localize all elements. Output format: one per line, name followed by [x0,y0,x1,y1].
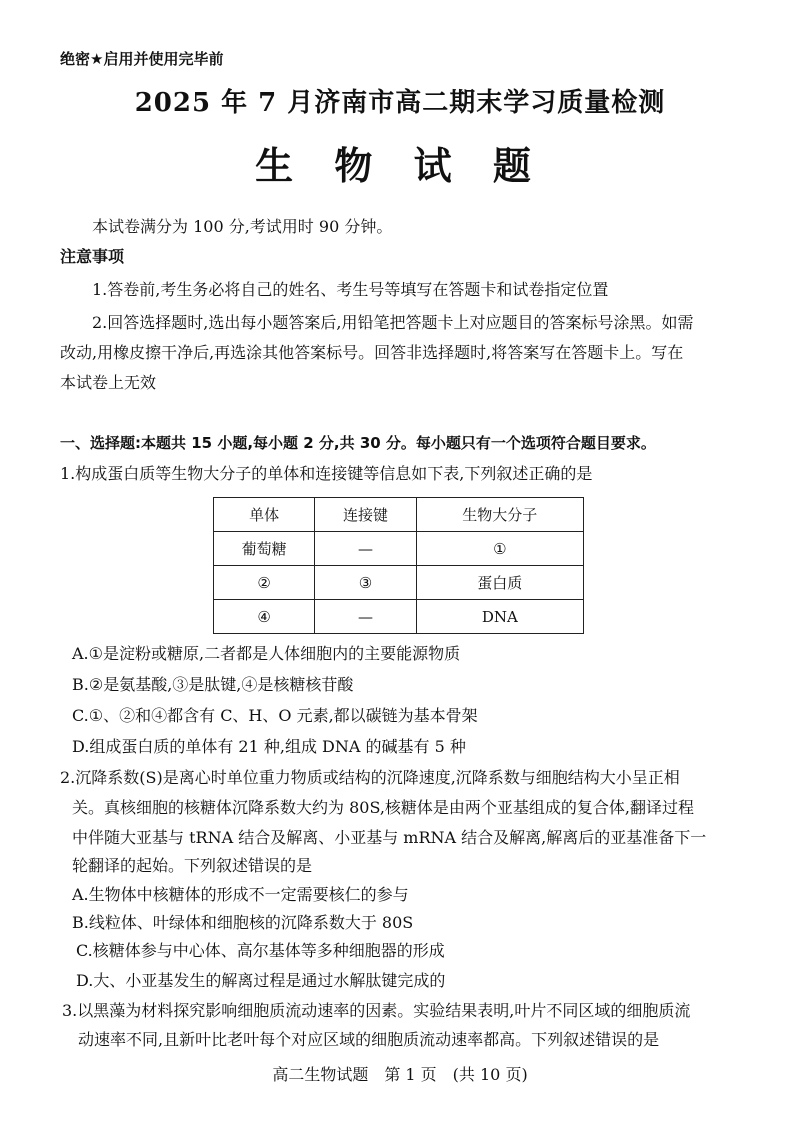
question-3-line-2: 动速率不同,且新叶比老叶每个对应区域的细胞质流动速率都高。下列叙述错误的是 [78,1030,660,1049]
table-header-row [214,498,584,532]
q2-option-d: D.大、小亚基发生的解离过程是通过水解肽键完成的 [76,971,446,990]
table-cell: ④ [214,600,315,634]
table-cell: — [315,600,416,634]
page-footer: 高二生物试题 第 1 页 (共 10 页) [272,1065,528,1084]
table-cell: ② [214,566,315,600]
table-header-cell: 单体 [214,498,315,532]
subject-title: 生 物 试 题 [255,143,545,188]
table-cell: ① [416,532,583,566]
q2-option-a: A.生物体中核糖体的形成不一定需要核仁的参与 [72,885,409,904]
question-2-line-2: 关。真核细胞的核糖体沉降系数大约为 80S,核糖体是由两个亚基组成的复合体,翻译过程 [72,798,695,817]
table-row [214,600,584,634]
q1-option-d: D.组成蛋白质的单体有 21 种,组成 DNA 的碱基有 5 种 [72,737,466,756]
table-row [214,566,584,600]
exam-info: 本试卷满分为 100 分,考试用时 90 分钟。 [92,217,393,236]
table-header-cell: 连接键 [315,498,416,532]
table-row [214,532,584,566]
q2-option-b: B.线粒体、叶绿体和细胞核的沉降系数大于 80S [72,913,414,932]
question-2-line-1: 2.沉降系数(S)是离心时单位重力物质或结构的沉降速度,沉降系数与细胞结构大小呈正相 [60,768,680,787]
monomer-table [213,497,584,634]
confidential-label: 绝密★启用并使用完毕前 [60,50,224,68]
question-2-line-3: 中伴随大亚基与 tRNA 结合及解离、小亚基与 mRNA 结合及解离,解离后的亚基准备下一 [72,828,707,847]
table-cell: DNA [416,600,583,634]
q2-option-c: C.核糖体参与中心体、高尔基体等多种细胞器的形成 [76,941,445,960]
note-2-line-2: 改动,用橡皮擦干净后,再选涂其他答案标号。回答非选择题时,将答案写在答题卡上。写在 [60,343,684,362]
table-header-cell: 生物大分子 [416,498,583,532]
notes-heading: 注意事项 [60,247,125,266]
table-cell: — [315,532,416,566]
q1-option-b: B.②是氨基酸,③是肽键,④是核糖核苷酸 [72,675,354,694]
note-1: 1.答卷前,考生务必将自己的姓名、考生号等填写在答题卡和试卷指定位置 [92,280,609,299]
exam-title: 2025 年 7 月济南市高二期末学习质量检测 [134,88,666,118]
question-3-line-1: 3.以黑藻为材料探究影响细胞质流动速率的因素。实验结果表明,叶片不同区域的细胞质流 [62,1001,691,1020]
section-heading: 一、选择题:本题共 15 小题,每小题 2 分,共 30 分。每小题只有一个选项符合题目要求。 [60,434,656,452]
question-1-stem: 1.构成蛋白质等生物大分子的单体和连接键等信息如下表,下列叙述正确的是 [60,464,593,483]
table-cell: 蛋白质 [416,566,583,600]
note-2-line-3: 本试卷上无效 [60,373,157,392]
q1-option-c: C.①、②和④都含有 C、H、O 元素,都以碳链为基本骨架 [72,706,478,725]
table-cell: ③ [315,566,416,600]
note-2-line-1: 2.回答选择题时,选出每小题答案后,用铅笔把答题卡上对应题目的答案标号涂黑。如需 [92,313,694,332]
table-cell: 葡萄糖 [214,532,315,566]
question-2-line-4: 轮翻译的起始。下列叙述错误的是 [72,856,313,875]
q1-option-a: A.①是淀粉或糖原,二者都是人体细胞内的主要能源物质 [72,644,461,663]
